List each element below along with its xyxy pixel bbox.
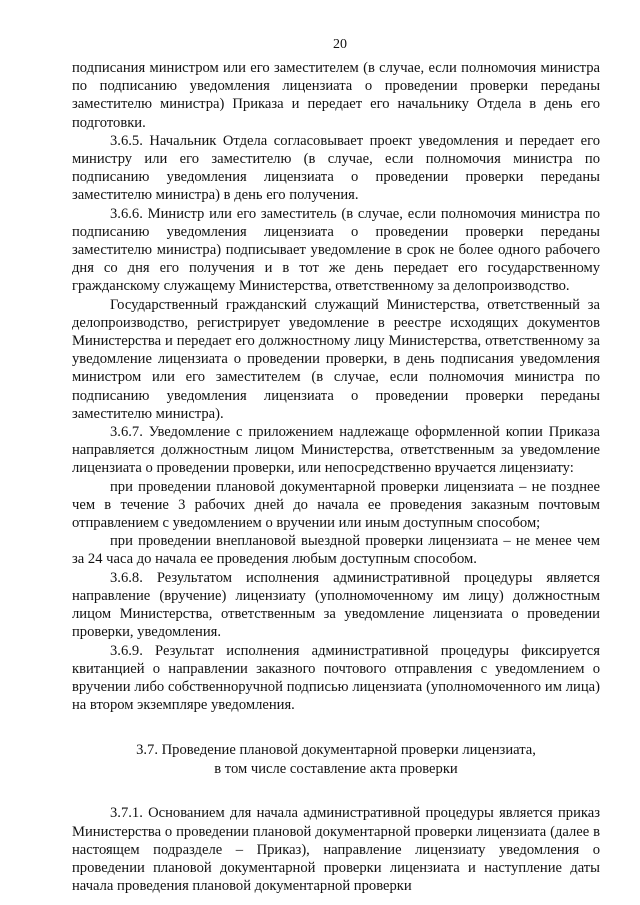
paragraph-unplanned-inspection: при проведении внеплановой выездной проверки лицензиата – не менее чем за 24 часа до начала ее проведения любым доступным способом.	[72, 533, 600, 568]
page-number: 20	[333, 37, 347, 52]
paragraph-3-6-7: 3.6.7. Уведомление с приложением надлежаще оформленной копии Приказа направляется должностным лицом Министерства, ответственным за уведомление лицензиата о проведении проверки, или непосредственно вручается лицензиату:	[72, 424, 600, 477]
paragraph-3-6-6: 3.6.6. Министр или его заместитель (в случае, если полномочия министра по подписанию уведомления лицензиата о проведении проверки переданы заместителю министра) подписывает уведомление в срок не более одного рабочего дня со дня его получения и в тот же день передает его государственному гражданскому служащему Министерства, ответственному за делопроизводство.	[72, 205, 600, 295]
paragraph-continuation: подписания министром или его заместителем (в случае, если полномочия министра по подписанию уведомления лицензиата о проведении проверки переданы заместителю министра) Приказа и передает его начальнику Отдела в день его подготовки.	[72, 60, 600, 131]
section-heading-line-2: в том числе составление акта проверки	[214, 761, 458, 778]
section-heading-3-7	[72, 741, 600, 779]
paragraph-3-7-1: 3.7.1. Основанием для начала административной процедуры является приказ Министерства о проведении плановой документарной проверки лицензиата (далее в настоящем подразделе – Приказ), направление лицензиату уведомления о проведении плановой документарной проверки лицензиата и наступление даты начала проведения плановой документарной проверки	[72, 805, 600, 895]
paragraph-registration: Государственный гражданский служащий Министерства, ответственный за делопроизводство, регистрирует уведомление в реестре исходящих документов Министерства и передает его должностному лицу Министерства, ответственному за уведомление лицензиата о проведении проверки, в день подписания уведомления министром или его заместителем (в случае, если полномочия министра по подписанию уведомления лицензиата о проведении проверки переданы заместителю министра).	[72, 296, 600, 422]
paragraph-planned-inspection: при проведении плановой документарной проверки лицензиата – не позднее чем в течение 3 рабочих дней до начала ее проведения заказным почтовым отправлением с уведомлением о вручении или иным доступным способом;	[72, 478, 600, 532]
document-body	[72, 59, 600, 895]
section-heading-line-1: 3.7. Проведение плановой документарной проверки лицензиата,	[136, 742, 536, 759]
paragraph-3-6-9: 3.6.9. Результат исполнения административной процедуры фиксируется квитанцией о направлении заказного почтового отправления с уведомлением о вручении либо собственноручной подписью лицензиата (уполномоченного им лица) на втором экземпляре уведомления.	[72, 642, 600, 714]
paragraph-3-6-5: 3.6.5. Начальник Отдела согласовывает проект уведомления и передает его министру или его заместителю (в случае, если полномочия министра по подписанию уведомления лицензиата о проведении проверки переданы заместителю министра) в день его получения.	[72, 132, 600, 204]
paragraph-3-6-8: 3.6.8. Результатом исполнения административной процедуры является направление (вручение) лицензиату (уполномоченному им лицу) должностным лицом Министерства, ответственным за уведомление лицензиата о проведении проверки, уведомления.	[72, 569, 600, 641]
